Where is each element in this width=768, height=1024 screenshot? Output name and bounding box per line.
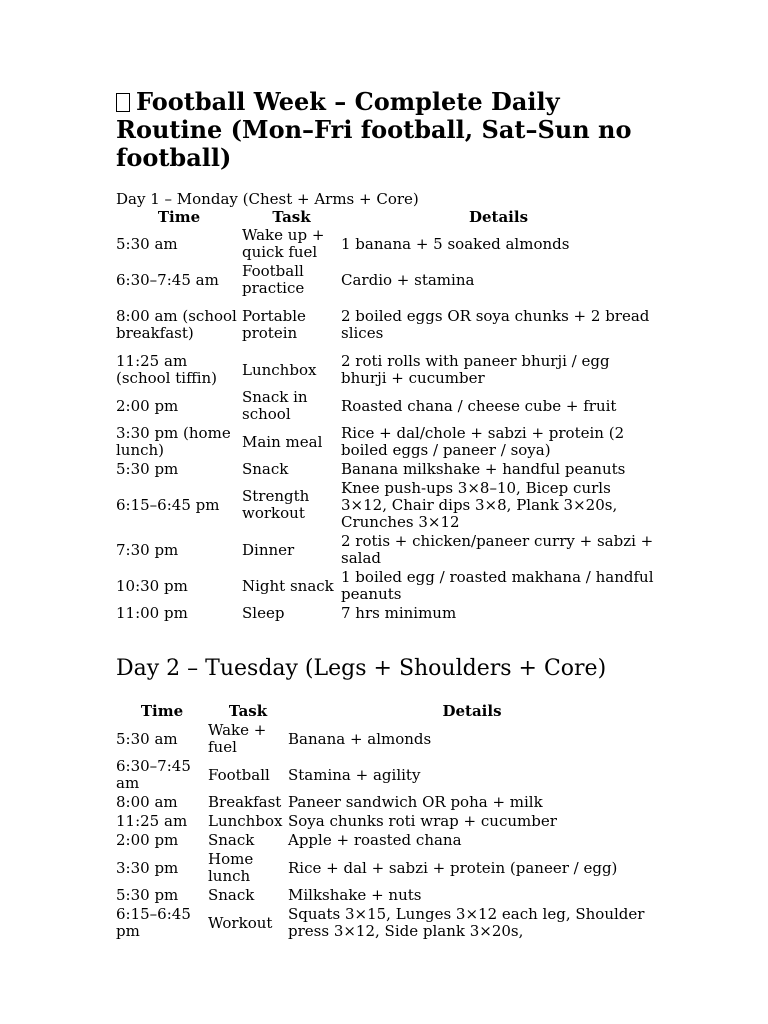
header-time: Time — [140, 702, 184, 720]
cell-details: 7 hrs minimum — [341, 603, 457, 622]
cell-task: Snack in school — [242, 388, 308, 423]
table-row — [116, 388, 656, 424]
cell-task: Home lunch — [208, 850, 254, 885]
cell-task: Lunchbox — [208, 812, 283, 830]
cell-details: 2 roti rolls with paneer bhurji / egg bhurji + cucumber — [341, 352, 610, 387]
header-details: Details — [442, 702, 502, 720]
cell-time: 8:00 am (school breakfast) — [116, 307, 237, 342]
header-time: Time — [157, 207, 201, 226]
cell-time: 2:00 pm — [116, 396, 179, 415]
cell-time: 6:15–6:45 pm — [116, 495, 220, 514]
header-task: Task — [272, 207, 311, 226]
table-row — [116, 793, 656, 812]
day2-heading: Day 2 – Tuesday (Legs + Shoulders + Core) — [116, 656, 607, 681]
table-row — [116, 262, 656, 298]
table-row — [116, 850, 656, 886]
cell-details: 1 boiled egg / roasted makhana / handful peanuts — [341, 568, 654, 603]
cell-details: 2 boiled eggs OR soya chunks + 2 bread slices — [341, 307, 650, 342]
cell-task: Breakfast — [208, 793, 282, 811]
cell-task: Portable protein — [242, 307, 306, 342]
table-row — [116, 905, 656, 941]
table-header-row — [116, 208, 656, 226]
cell-time: 11:25 am (school tiffin) — [116, 352, 218, 387]
cell-task: Night snack — [242, 576, 334, 595]
cell-time: 2:00 pm — [116, 831, 179, 849]
day1-heading: Day 1 – Monday (Chest + Arms + Core) — [116, 190, 419, 208]
cell-task: Workout — [208, 913, 273, 932]
cell-task: Wake + fuel — [208, 721, 267, 756]
table-row — [116, 721, 656, 757]
cell-time: 6:30–7:45 am — [116, 270, 219, 289]
cell-details: Apple + roasted chana — [288, 831, 462, 849]
table-row — [116, 460, 656, 478]
table-row — [116, 886, 656, 905]
cell-time: 11:25 am — [116, 812, 188, 830]
cell-details: Milkshake + nuts — [288, 886, 422, 904]
table-row — [116, 226, 656, 262]
table-header-row — [116, 702, 656, 721]
cell-task: Strength workout — [242, 487, 310, 522]
missing-glyph-box-icon — [116, 93, 130, 112]
cell-task: Football practice — [242, 262, 305, 297]
cell-time: 6:30–7:45 am — [116, 757, 191, 792]
table-row — [116, 352, 656, 388]
cell-task: Dinner — [242, 540, 295, 559]
header-task: Task — [228, 702, 268, 720]
document-title — [116, 88, 656, 172]
cell-details: Rice + dal/chole + sabzi + protein (2 boiled eggs / paneer / soya) — [341, 424, 625, 459]
cell-task: Sleep — [242, 603, 285, 622]
cell-time: 5:30 pm — [116, 886, 179, 904]
cell-time: 11:00 pm — [116, 603, 188, 622]
cell-details: Knee push-ups 3×8–10, Bicep curls 3×12, Chair dips 3×8, Plank 3×20s, Crunches 3×12 — [341, 478, 618, 531]
cell-details: Banana milkshake + handful peanuts — [341, 459, 626, 478]
cell-time: 6:15–6:45 pm — [116, 905, 191, 940]
cell-details: Paneer sandwich OR poha + milk — [288, 793, 543, 811]
cell-time: 5:30 pm — [116, 459, 179, 478]
table-row — [116, 812, 656, 831]
cell-task: Football — [208, 765, 270, 784]
cell-details: Squats 3×15, Lunges 3×12 each leg, Shoulder press 3×12, Side plank 3×20s, — [288, 905, 645, 940]
document-page — [116, 88, 656, 941]
table-row — [116, 298, 656, 352]
cell-task: Snack — [208, 831, 255, 849]
cell-time: 3:30 pm (home lunch) — [116, 424, 231, 459]
cell-task: Main meal — [242, 432, 323, 451]
cell-task: Snack — [242, 459, 289, 478]
cell-details: 1 banana + 5 soaked almonds — [341, 234, 570, 253]
cell-task: Lunchbox — [242, 360, 317, 379]
document-title-text: Football Week – Complete Daily Routine (Mon–Fri football, Sat–Sun no football) — [116, 87, 632, 172]
cell-details: Roasted chana / cheese cube + fruit — [341, 396, 617, 415]
cell-task: Wake up + quick fuel — [242, 226, 325, 261]
cell-details: Soya chunks roti wrap + cucumber — [288, 812, 557, 830]
table-row — [116, 604, 656, 622]
cell-time: 8:00 am — [116, 793, 178, 811]
table-row — [116, 831, 656, 850]
cell-task: Snack — [208, 886, 255, 904]
cell-time: 5:30 am — [116, 234, 178, 253]
cell-time: 7:30 pm — [116, 540, 179, 559]
table-row — [116, 532, 656, 568]
day2-table — [116, 702, 656, 941]
cell-details: 2 rotis + chicken/paneer curry + sabzi + salad — [341, 532, 654, 567]
table-row — [116, 568, 656, 604]
cell-time: 5:30 am — [116, 729, 178, 748]
cell-details: Rice + dal + sabzi + protein (paneer / egg) — [288, 858, 618, 877]
cell-details: Cardio + stamina — [341, 270, 475, 289]
cell-time: 10:30 pm — [116, 576, 188, 595]
table-row — [116, 478, 656, 532]
table-row — [116, 757, 656, 793]
day1-table — [116, 208, 656, 622]
table-row — [116, 424, 656, 460]
cell-time: 3:30 pm — [116, 858, 179, 877]
header-details: Details — [468, 207, 529, 226]
cell-details: Stamina + agility — [288, 765, 421, 784]
cell-details: Banana + almonds — [288, 729, 432, 748]
